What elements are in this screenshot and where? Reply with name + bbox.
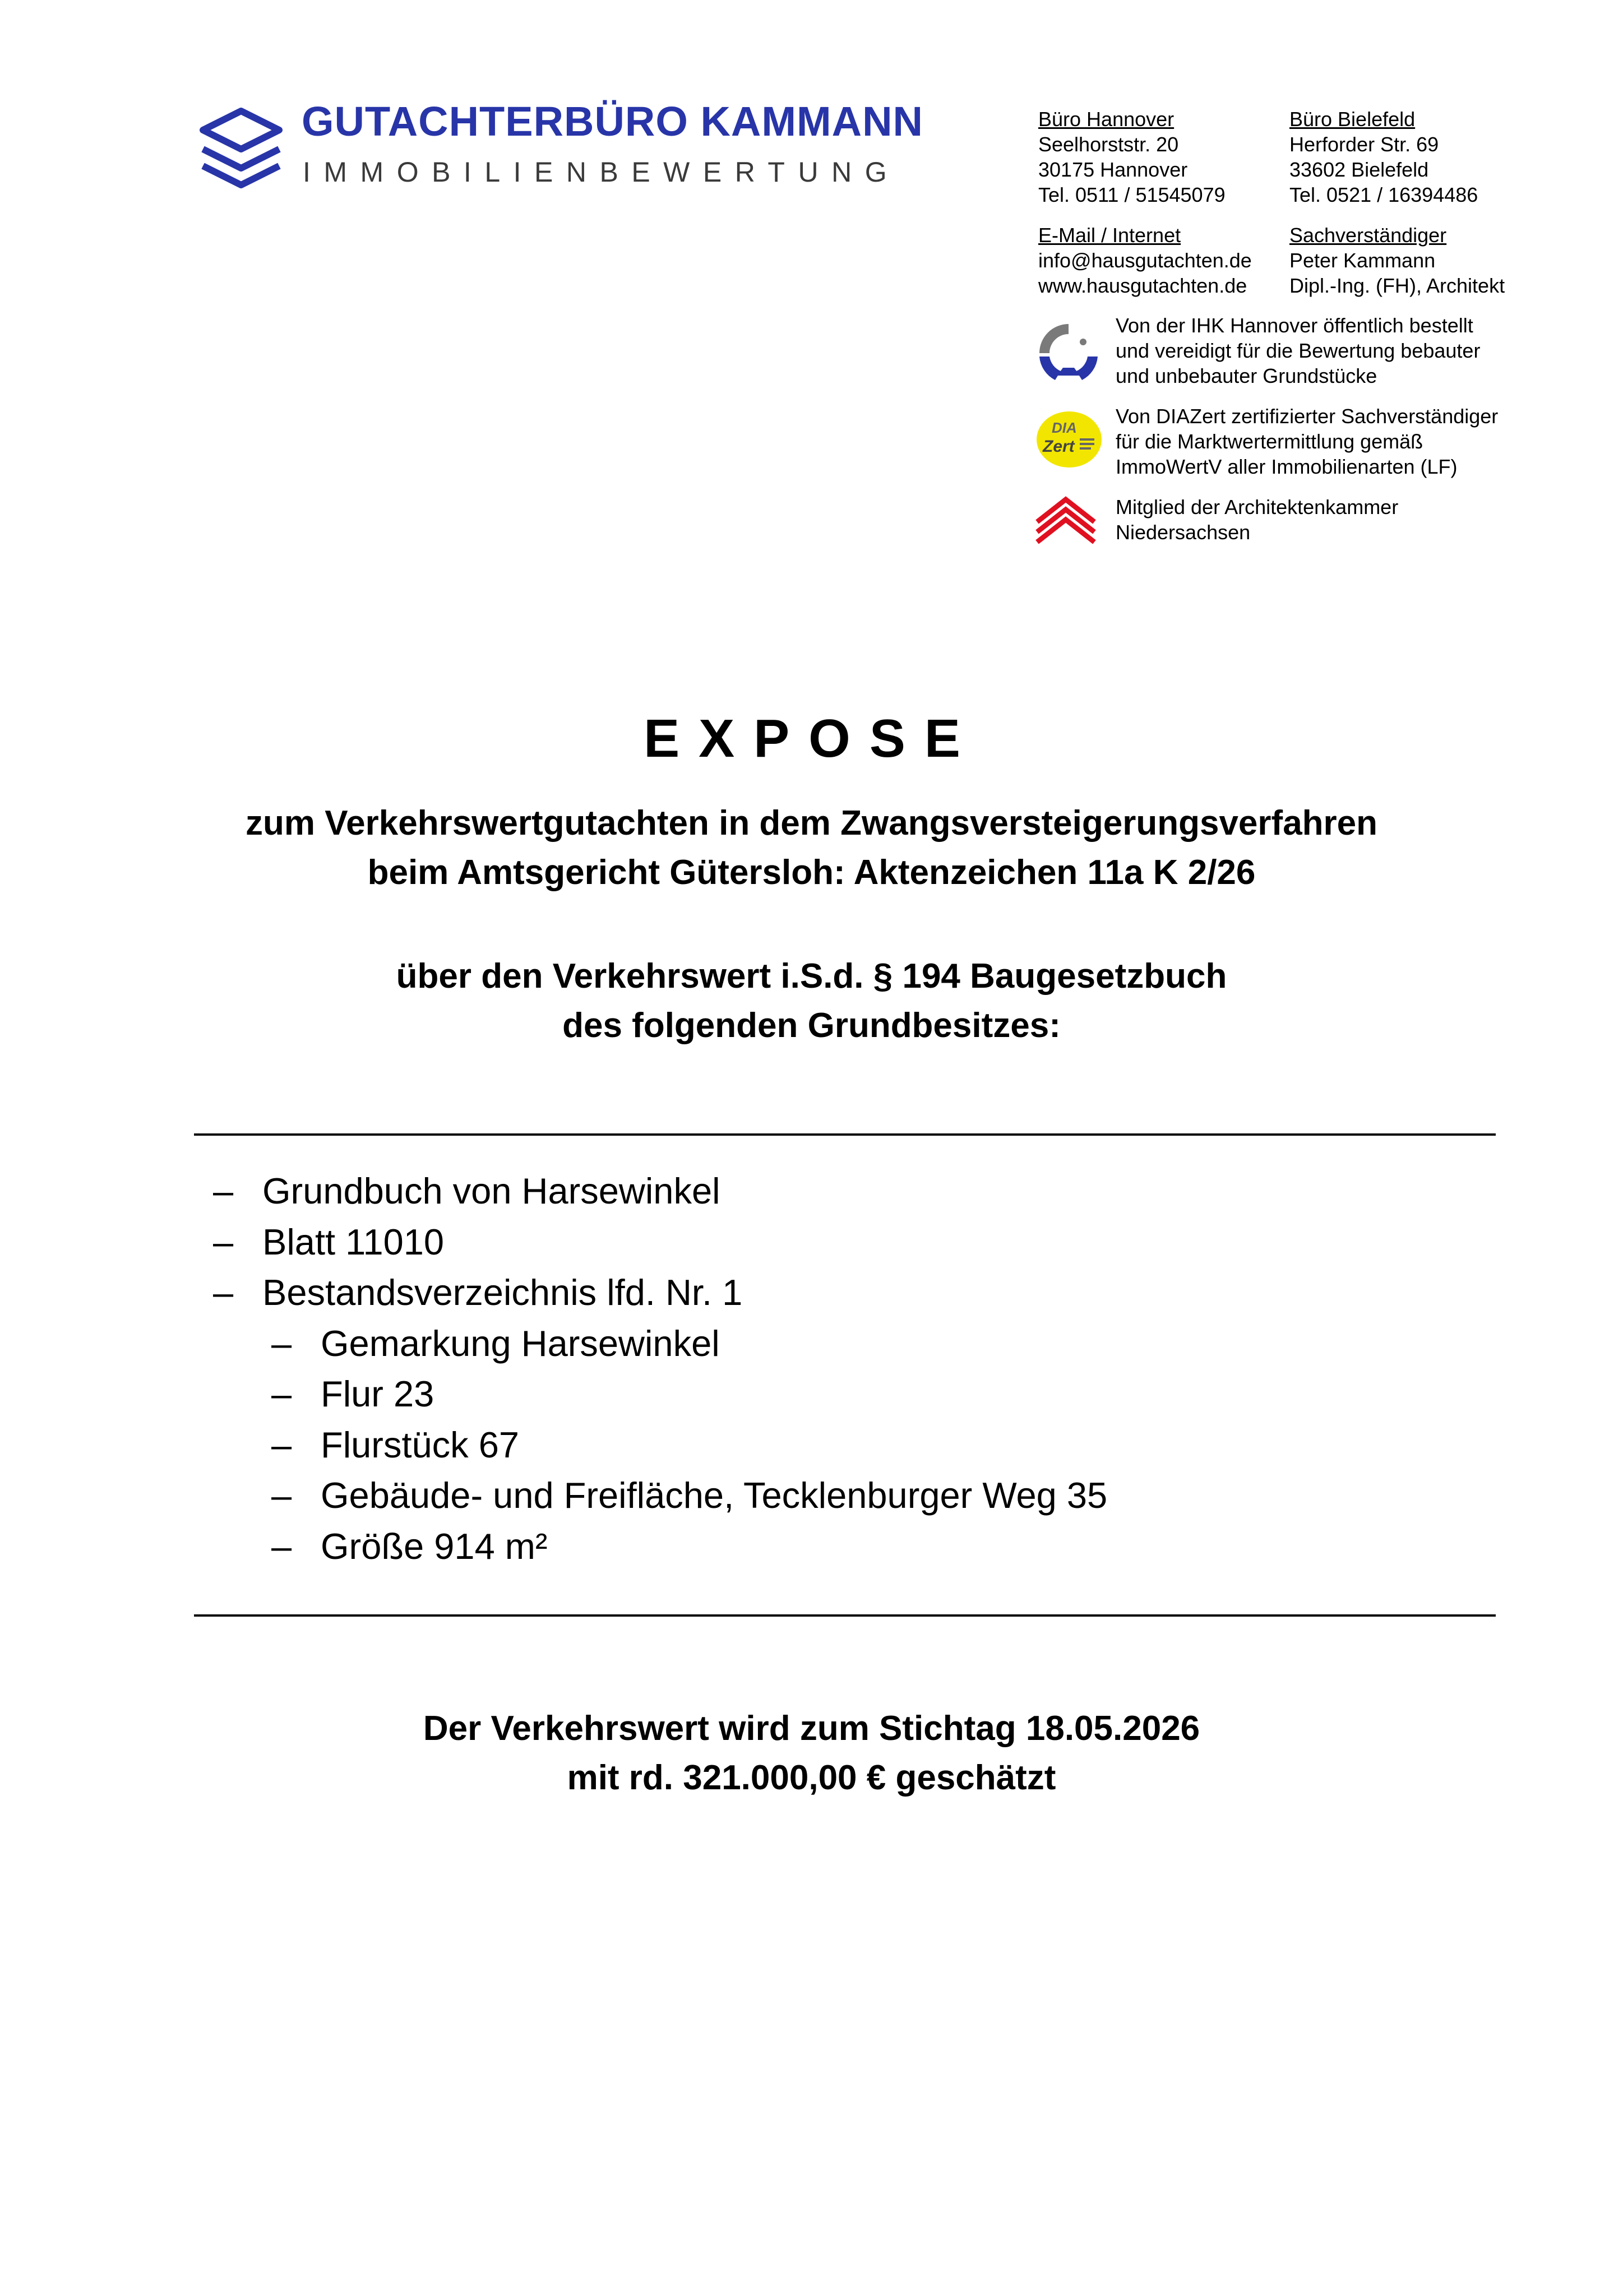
contact-web <box>1038 223 1252 298</box>
list-item <box>213 1166 1107 1217</box>
diazert-icon <box>1035 409 1103 470</box>
office-street: Herforder Str. 69 <box>1289 133 1439 156</box>
company-tagline: IMMOBILIENBEWERTUNG <box>303 156 900 188</box>
website-address: www.hausgutachten.de <box>1038 274 1247 297</box>
list-subitem-text: Flurstück 67 <box>321 1424 520 1465</box>
list-dash: – <box>271 1322 292 1364</box>
office-hannover <box>1038 107 1226 207</box>
list-item <box>213 1217 1107 1268</box>
divider-top <box>194 1133 1496 1136</box>
cert-line: Niedersachsen <box>1116 521 1251 544</box>
list-dash: – <box>213 1221 234 1262</box>
cert-line: für die Marktwertermittlung gemäß <box>1116 430 1423 453</box>
subtitle-line: über den Verkehrswert i.S.d. § 194 Baugesetzbuch <box>396 957 1227 996</box>
cert-line: und unbebauter Grundstücke <box>1116 364 1377 387</box>
list-dash: – <box>271 1424 292 1465</box>
list-subitem-text: Gebäude- und Freifläche, Tecklenburger Weg 35 <box>321 1475 1108 1516</box>
property-list <box>213 1166 1107 1572</box>
cert-line: Von der IHK Hannover öffentlich bestellt <box>1116 314 1473 337</box>
divider-bottom <box>194 1614 1496 1617</box>
list-dash: – <box>271 1525 292 1567</box>
list-subitem <box>213 1318 1107 1369</box>
layers-logo-icon <box>197 105 285 188</box>
office-heading: Büro Bielefeld <box>1289 108 1416 131</box>
cert-line: und vereidigt für die Bewertung bebauter <box>1116 339 1481 362</box>
office-street: Seelhorststr. 20 <box>1038 133 1179 156</box>
cert-line: Mitglied der Architektenkammer <box>1116 496 1399 519</box>
contact-expert <box>1289 223 1505 298</box>
svg-text:DIA: DIA <box>1052 419 1077 436</box>
list-dash: – <box>271 1475 292 1516</box>
list-subitem <box>213 1420 1107 1471</box>
architektenkammer-icon <box>1035 496 1097 548</box>
list-subitem <box>213 1470 1107 1521</box>
contact-heading: E-Mail / Internet <box>1038 224 1181 247</box>
svg-text:Zert: Zert <box>1043 437 1075 456</box>
list-dash: – <box>213 1170 234 1211</box>
office-city: 33602 Bielefeld <box>1289 158 1429 181</box>
expert-heading: Sachverständiger <box>1289 224 1447 247</box>
list-subitem-text: Gemarkung Harsewinkel <box>321 1322 720 1364</box>
subtitle-line: beim Amtsgericht Gütersloh: Aktenzeichen 11a K 2/26 <box>367 853 1256 892</box>
list-dash: – <box>271 1373 292 1414</box>
list-subitem-text: Flur 23 <box>321 1373 434 1414</box>
list-subitem <box>213 1369 1107 1420</box>
subtitle-line: des folgenden Grundbesitzes: <box>562 1006 1061 1045</box>
list-item-text: Bestandsverzeichnis lfd. Nr. 1 <box>262 1272 743 1313</box>
list-item-text: Grundbuch von Harsewinkel <box>262 1170 720 1211</box>
expert-name: Peter Kammann <box>1289 249 1436 272</box>
office-phone: Tel. 0511 / 51545079 <box>1038 183 1226 206</box>
valuation-line: Der Verkehrswert wird zum Stichtag 18.05.2026 <box>423 1709 1200 1748</box>
office-city: 30175 Hannover <box>1038 158 1188 181</box>
office-bielefeld <box>1289 107 1478 207</box>
valuation-line: mit rd. 321.000,00 € geschätzt <box>567 1758 1056 1797</box>
ihk-seal-icon <box>1035 320 1102 387</box>
subtitle-line: zum Verkehrswertgutachten in dem Zwangsversteigerungsverfahren <box>245 804 1378 843</box>
list-item-text: Blatt 11010 <box>262 1221 445 1262</box>
cert-ihk <box>1116 313 1480 388</box>
cert-line: ImmoWertV aller Immobilienarten (LF) <box>1116 455 1458 478</box>
cert-diazert <box>1116 404 1498 479</box>
list-dash: – <box>213 1272 234 1313</box>
list-item <box>213 1267 1107 1318</box>
office-heading: Büro Hannover <box>1038 108 1175 131</box>
cert-architektenkammer <box>1116 494 1398 545</box>
document-title: EXPOSE <box>644 709 979 769</box>
list-subitem <box>213 1521 1107 1572</box>
cert-line: Von DIAZert zertifizierter Sachverständiger <box>1116 405 1499 428</box>
list-subitem-text: Größe 914 m² <box>321 1525 548 1567</box>
expert-title: Dipl.-Ing. (FH), Architekt <box>1289 274 1505 297</box>
office-phone: Tel. 0521 / 16394486 <box>1289 183 1478 206</box>
email-address: info@hausgutachten.de <box>1038 249 1252 272</box>
company-name: GUTACHTERBÜRO KAMMANN <box>302 98 923 145</box>
